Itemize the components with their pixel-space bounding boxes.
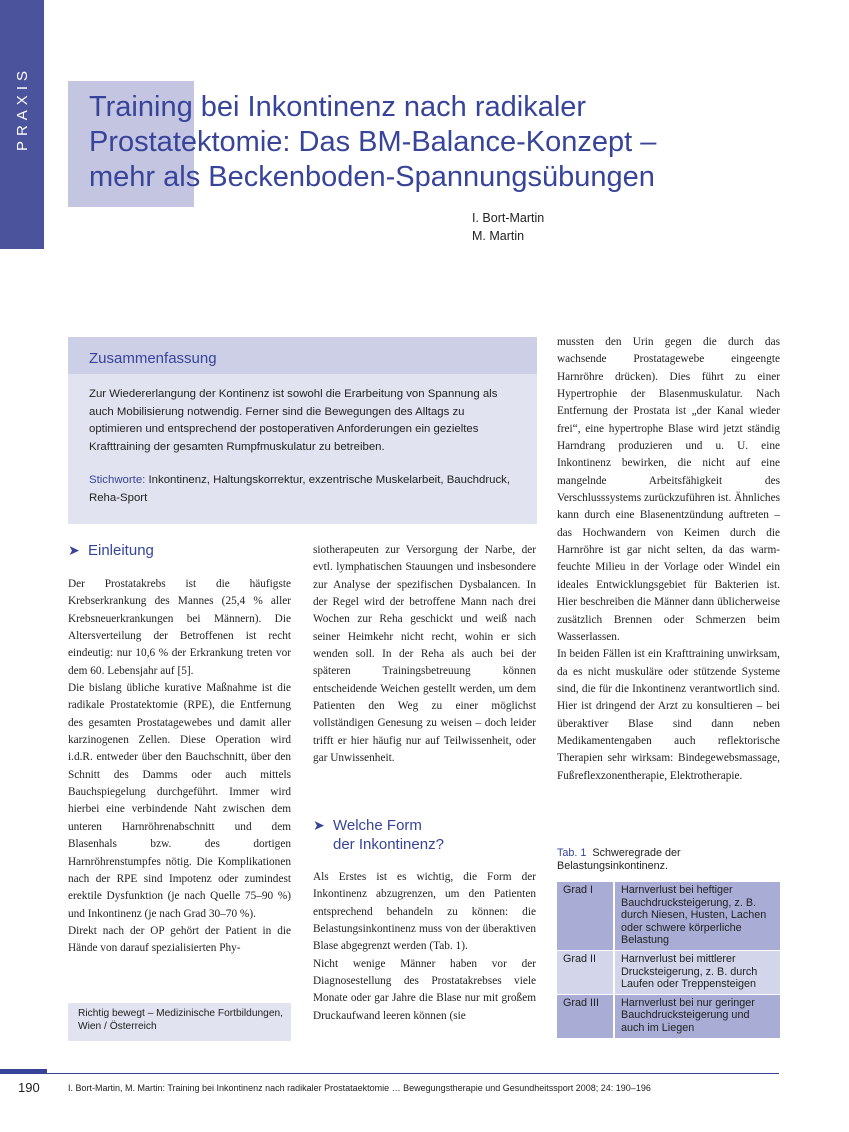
- paragraph: Die bislang übliche kurative Maßnahme ist die radikale Prostatektomie (RPE), die Entfernung des gesamten Prostatagewebes und damit aller karzinogenen Zellen. Diese Operation wird i.d.R. entweder über den Bauchschnitt, über den Schnitt des Damms oder auch mittels Bauchspiegelung durchgeführt. Immer wird hierbei eine verbindende Naht zwischen dem unteren Harnröhrenabschnitt und dem Blasenhals bzw. des dortigen Harnröhrenstumpfes nötig. Die Komplikationen nach der RPE sind Impotenz oder zumindest erektile Dysfunktion (je nach Quelle 75–90 %) und Inkontinenz (je nach Grad 30–70 %).: [68, 682, 291, 920]
- table-cell-description: Harnverlust bei mittlerer Drucksteigerung, z. B. durch Laufen oder Treppensteigen: [614, 950, 780, 994]
- abstract-heading: Zusammenfassung: [89, 350, 217, 367]
- paragraph: Der Prostatakrebs ist die häufigste Krebserkrankung des Mannes (25,4 % aller Krebsneuerkrankungen bei Männern). Die Altersverteilung der Betroffenen ist recht eindeutig: nur 10,6 % der Erkrankung treten vor dem 60. Lebensjahr auf [5].: [68, 578, 291, 677]
- body-column-1: [68, 576, 291, 958]
- keywords-list: Inkontinenz, Haltungskorrektur, exzentrische Muskelarbeit, Bauchdruck, Reha-Sport: [89, 474, 511, 504]
- paragraph: Direkt nach der OP gehört der Patient in die Hände von darauf spezialisierten Phy-: [68, 924, 291, 955]
- section-label: PRAXIS: [13, 66, 31, 152]
- table-cell-grade: Grad II: [557, 950, 614, 994]
- paragraph: Als Erstes ist es wichtig, die Form der Inkontinenz abzugrenzen, um den Patienten entsprechend behandeln zu können: die Belastungsinkontinenz muss von der überaktiven Blase abgegrenzt werden (Tab. 1).: [313, 871, 536, 953]
- table-number: Tab. 1: [557, 847, 587, 859]
- author-list: [472, 209, 544, 245]
- table-cell-grade: Grad I: [557, 882, 614, 950]
- footer-rule: [0, 1073, 779, 1074]
- keywords-label: Stichworte:: [89, 474, 146, 486]
- title-line: mehr als Beckenboden-Spannungsübungen: [89, 161, 655, 193]
- paragraph: siotherapeuten zur Versorgung der Narbe, der evtl. lymphatischen Stauungen und insbesondere zur Analyse der spezifischen Dysbalancen. In der Regel wird der betroffene Mann nach drei Wochen zur Reha geschickt und weiß nach seiner Heimkehr nicht recht, wohin er sich wenden soll. In der Reha als auch bei der späteren Trainingsbetreuung können entscheidende Weichen gestellt werden, um dem Patienten den Weg zu einer möglichst vollständigen Genesung zu weisen – doch leider trifft er hier häufig nur auf Teilwissenheit, oder gar Unwissenheit.: [313, 544, 536, 765]
- abstract-text: Zur Wiedererlangung der Kontinenz ist sowohl die Erarbeitung von Spannung als auch Mobilisierung notwendig. Ferner sind die Bewegungen des Alltags zu optimieren und entsprechend der postoperativen Anforderungen ein gezieltes Krafttraining der gesamten Rumpfmuskulatur zu betreiben.: [89, 388, 498, 453]
- severity-table: [557, 882, 780, 1039]
- paragraph: mussten den Urin gegen die durch das wachsende Prostatagewebe eingeengte Harnröhre drücken). Dies führt zu einer Hypertrophie der Blasenmuskulatur. Nach Entfernung der Prostata ist „der Kanal wieder frei“, eine hypertrophe Blase wird jetzt ständig Harndrang produzieren und u. U. eine Inkontinenz bewirken, die nicht auf eine mangelnde Arbeitsfähigkeit des Verschlusssystems zurückzuführen ist. Ähnliches kann durch eine Blasenentzündung auftreten – das Hochwandern von Keimen durch die Harnröhre ist gar nicht selten, da das warm-feuchte Milieu in der Vorlage oder Windel ein ideales Entwicklungsgebiet für Bakterien ist. Hier beschreiben die Männer dann üblicherweise zusätzlich Brennen oder Schmerzen beim Wasserlassen.: [557, 336, 780, 643]
- keywords: [89, 472, 519, 507]
- body-column-3: [557, 334, 780, 785]
- arrow-right-icon: ➤: [313, 817, 325, 833]
- section-heading-inkontinenz: ➤ Welche Form der Inkontinenz?: [313, 817, 444, 853]
- table-row: [557, 882, 780, 950]
- body-column-2: [313, 542, 536, 767]
- body-column-2b: [313, 869, 536, 1025]
- article-title: [89, 90, 809, 195]
- author-name: M. Martin: [472, 229, 525, 243]
- table-caption: [557, 847, 782, 873]
- arrow-right-icon: ➤: [68, 542, 80, 558]
- table-row: [557, 950, 780, 994]
- author-name: I. Bort-Martin: [472, 211, 545, 225]
- table-cell-description: Harnverlust bei heftiger Bauchdrucksteigerung, z. B. durch Niesen, Husten, Lachen oder schwere körperliche Belastung: [614, 882, 780, 950]
- table-cell-description: Harnverlust bei nur geringer Bauchdrucksteigerung und auch im Liegen: [614, 994, 780, 1038]
- page-number: 190: [18, 1080, 40, 1095]
- title-line: Prostatektomie: Das BM-Balance-Konzept –: [89, 126, 657, 158]
- title-line: Training bei Inkontinenz nach radikaler: [89, 91, 587, 123]
- affiliation-text: Richtig bewegt – Medizinische Fortbildungen, Wien / Österreich: [78, 1008, 283, 1032]
- footer-citation: I. Bort-Martin, M. Martin: Training bei Inkontinenz nach radikaler Prostataektomie … Bewegungstherapie und Gesundheitssport 2008; 24: 190–196: [68, 1083, 651, 1093]
- table-cell-grade: Grad III: [557, 994, 614, 1038]
- table-row: [557, 994, 780, 1038]
- table-caption-text: Schweregrade der Belastungsinkontinenz.: [557, 847, 681, 872]
- paragraph: In beiden Fällen ist ein Krafttraining unwirksam, da es nicht muskuläre oder stützende Systeme sind, die für die Inkontinenz verantwortlich sind. Hier ist dringend der Arzt zu konsultieren – bei überaktiver Blase sind dann neben Medikamentengaben auch reflektorische Therapien sehr wirksam: Bindegewebsmassage, Fußreflexzonentherapie, Elektrotherapie.: [557, 648, 780, 782]
- section-heading-einleitung: ➤ Einleitung: [68, 542, 154, 559]
- paragraph: Nicht wenige Männer haben vor der Diagnosestellung des Prostatakrebses viele Monate oder gar Jahre die Blase nur mit großem Druckaufwand leeren können (sie: [313, 957, 536, 1022]
